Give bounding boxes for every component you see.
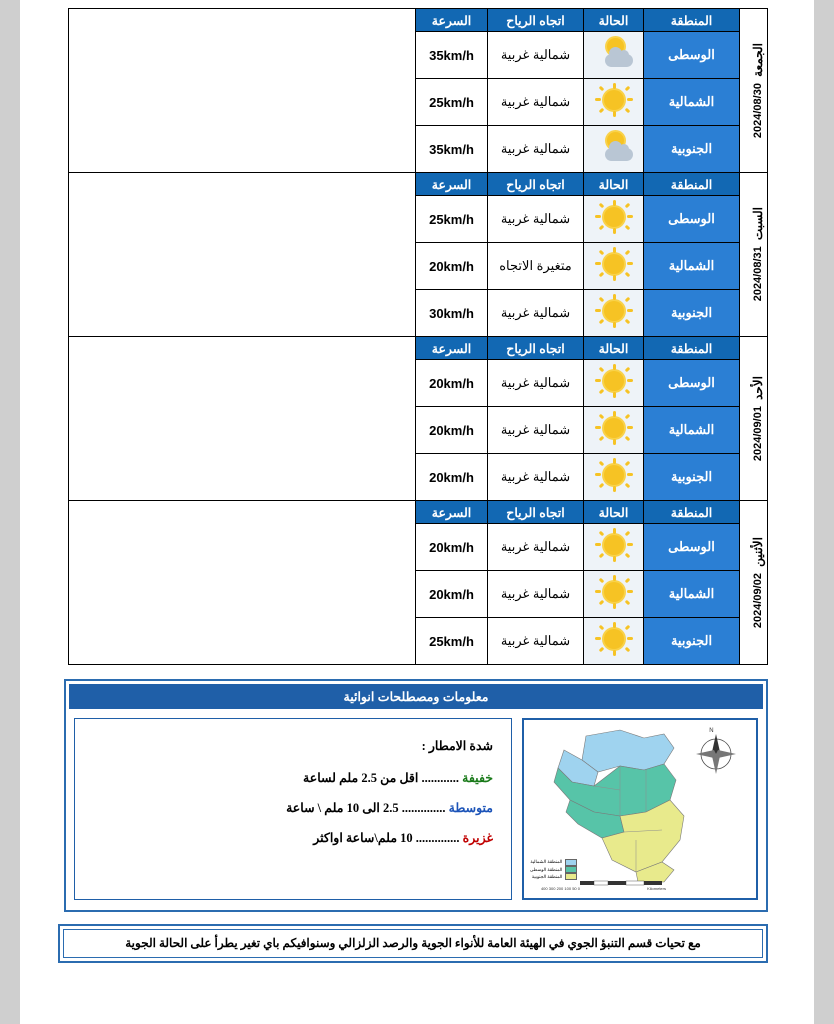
iraq-regions-map: [522, 718, 758, 900]
map-legend-label: المنطقة الوسطى: [530, 866, 563, 872]
sun-icon: [593, 411, 635, 445]
cell-region: الجنوبية: [644, 618, 740, 665]
dots: ..............: [415, 831, 460, 845]
header-region: المنطقة: [644, 9, 740, 32]
map-legend-label: المنطقة الشمالية: [530, 859, 563, 865]
footer-panel: [58, 924, 768, 963]
header-region: المنطقة: [644, 501, 740, 524]
cell-wind-direction: شمالية غربية: [488, 79, 584, 126]
header-wind-direction: اتجاه الرياح: [488, 501, 584, 524]
cell-wind-speed: 25km/h: [416, 196, 488, 243]
cell-wind-direction: شمالية غربية: [488, 360, 584, 407]
cell-condition: [584, 407, 644, 454]
cell-wind-speed: 20km/h: [416, 571, 488, 618]
cell-condition: [584, 126, 644, 173]
cell-region: الشمالية: [644, 571, 740, 618]
rain-moderate-value: 2.5 الى 10 ملم \ ساعة: [286, 801, 399, 815]
cell-wind-direction: شمالية غربية: [488, 571, 584, 618]
day-description-cell: [69, 501, 416, 665]
header-wind-direction: اتجاه الرياح: [488, 337, 584, 360]
cell-region: الوسطى: [644, 196, 740, 243]
cell-wind-speed: 30km/h: [416, 290, 488, 337]
cell-region: الجنوبية: [644, 126, 740, 173]
info-panel-title: معلومات ومصطلحات انوائية: [69, 684, 763, 709]
header-condition: الحالة: [584, 9, 644, 32]
rain-intensity-legend: [74, 718, 512, 900]
cell-condition: [584, 290, 644, 337]
day-description-cell: [69, 9, 416, 173]
cell-condition: [584, 454, 644, 501]
cell-wind-speed: 20km/h: [416, 454, 488, 501]
cell-condition: [584, 196, 644, 243]
sun-icon: [593, 83, 635, 117]
day-label-cell: الجمعة 2024/08/30: [740, 9, 768, 173]
table-header-row: [69, 173, 768, 196]
info-panel: [64, 679, 768, 912]
day-label-cell: الأحد 2024/09/01: [740, 337, 768, 501]
header-region: المنطقة: [644, 337, 740, 360]
cell-wind-speed: 25km/h: [416, 618, 488, 665]
map-legend-label: المنطقة الجنوبية: [531, 873, 563, 879]
day-description-text: الطقـس صحـو ، درجـات الحـرارة على العمـوم مقاربـة ، مدى الرؤية (8-10) كم .: [69, 221, 415, 288]
sun-icon: [593, 575, 635, 609]
cell-condition: [584, 32, 644, 79]
cell-condition: [584, 360, 644, 407]
rain-light-value: اقل من 2.5 ملم لساعة: [303, 771, 419, 785]
sun-cloud-icon: [593, 36, 635, 70]
header-wind-speed: السرعة: [416, 173, 488, 196]
table-header-row: [69, 337, 768, 360]
rain-light-label: خفيفة: [462, 771, 493, 785]
day-description-text: الطقـس صحـو مـع بعض القطـع مـن الغيـوم ، درجـات الحـرارة علـى العمـوم ترتفـع قلـيلا ، مـدى الرؤيـة (8-10) كم .: [69, 535, 415, 630]
cell-region: الوسطى: [644, 32, 740, 79]
cell-wind-direction: شمالية غربية: [488, 524, 584, 571]
cell-wind-speed: 20km/h: [416, 407, 488, 454]
day-description-cell: [69, 337, 416, 501]
cell-wind-speed: 25km/h: [416, 79, 488, 126]
cell-wind-direction: شمالية غربية: [488, 618, 584, 665]
svg-text:Kilometers: Kilometers: [647, 886, 666, 891]
day-description-cell: [69, 173, 416, 337]
sun-icon: [593, 458, 635, 492]
svg-text:N: N: [709, 728, 714, 734]
header-wind-direction: اتجاه الرياح: [488, 9, 584, 32]
cell-wind-direction: شمالية غربية: [488, 126, 584, 173]
rain-heavy-value: 10 ملم\ساعة اواكثر: [313, 831, 413, 845]
cell-wind-speed: 20km/h: [416, 524, 488, 571]
cell-condition: [584, 571, 644, 618]
day-description-text: الطقـس صحـو ، درجـات الحـرارة على العمـوم مقاربـة ، مدى الرؤية (6-8) كم .: [69, 385, 415, 452]
header-condition: الحالة: [584, 501, 644, 524]
day-label-cell: الأثنين 2024/09/02: [740, 501, 768, 665]
cell-region: الشمالية: [644, 407, 740, 454]
dots: ..............: [401, 801, 446, 815]
cell-region: الجنوبية: [644, 454, 740, 501]
cell-wind-direction: شمالية غربية: [488, 32, 584, 79]
forecast-table: [68, 8, 768, 665]
rain-intensity-row: [93, 763, 493, 793]
day-description-text: الطقـس صحـو مـع بعض القطـع مـن الغيـوم ، درجـات الحرارة على العموم مقاربة ،مدى الرؤية (6-8) كم .: [69, 57, 415, 124]
cell-wind-direction: شمالية غربية: [488, 407, 584, 454]
forecast-table-body: [69, 9, 768, 665]
rain-intensity-title: شدة الامطار :: [421, 739, 493, 753]
sun-icon: [593, 622, 635, 656]
day-label-cell: السبت 2024/08/31: [740, 173, 768, 337]
sun-icon: [593, 200, 635, 234]
cell-wind-direction: شمالية غربية: [488, 454, 584, 501]
header-condition: الحالة: [584, 337, 644, 360]
header-wind-direction: اتجاه الرياح: [488, 173, 584, 196]
header-wind-speed: السرعة: [416, 501, 488, 524]
footer-text: مع تحيات قسم التنبؤ الجوي في الهيئة العامة للأنواء الجوية والرصد الزلزالي وسنوافيكم باي تغير يطرأ على الحالة الجوية: [63, 929, 763, 958]
cell-wind-speed: 35km/h: [416, 126, 488, 173]
cell-region: الوسطى: [644, 360, 740, 407]
map-scale-bar: [540, 879, 700, 892]
cell-wind-speed: 35km/h: [416, 32, 488, 79]
cell-wind-speed: 20km/h: [416, 243, 488, 290]
header-wind-speed: السرعة: [416, 9, 488, 32]
sun-cloud-icon: [593, 130, 635, 164]
cell-condition: [584, 524, 644, 571]
rain-heavy-label: غزيرة: [462, 831, 493, 845]
document-page: [20, 0, 814, 1024]
svg-text:0 50 100 200 300 400: 0 50 100 200 300 400: [540, 886, 580, 891]
report-sheet: [68, 8, 768, 963]
cell-wind-speed: 20km/h: [416, 360, 488, 407]
sun-icon: [593, 247, 635, 281]
rain-moderate-label: متوسطة: [448, 801, 493, 815]
cell-wind-direction: شمالية غربية: [488, 196, 584, 243]
header-wind-speed: السرعة: [416, 337, 488, 360]
cell-wind-direction: متغيرة الاتجاه: [488, 243, 584, 290]
header-condition: الحالة: [584, 173, 644, 196]
cell-region: الجنوبية: [644, 290, 740, 337]
cell-condition: [584, 618, 644, 665]
rain-intensity-row: [93, 793, 493, 823]
cell-region: الشمالية: [644, 79, 740, 126]
cell-region: الوسطى: [644, 524, 740, 571]
dots: ............: [421, 771, 460, 785]
sun-icon: [593, 294, 635, 328]
cell-region: الشمالية: [644, 243, 740, 290]
map-legend: [530, 858, 577, 880]
cell-wind-direction: شمالية غربية: [488, 290, 584, 337]
table-header-row: [69, 9, 768, 32]
sun-icon: [593, 528, 635, 562]
table-header-row: [69, 501, 768, 524]
cell-condition: [584, 79, 644, 126]
cell-condition: [584, 243, 644, 290]
rain-intensity-row: [93, 823, 493, 853]
sun-icon: [593, 364, 635, 398]
header-region: المنطقة: [644, 173, 740, 196]
